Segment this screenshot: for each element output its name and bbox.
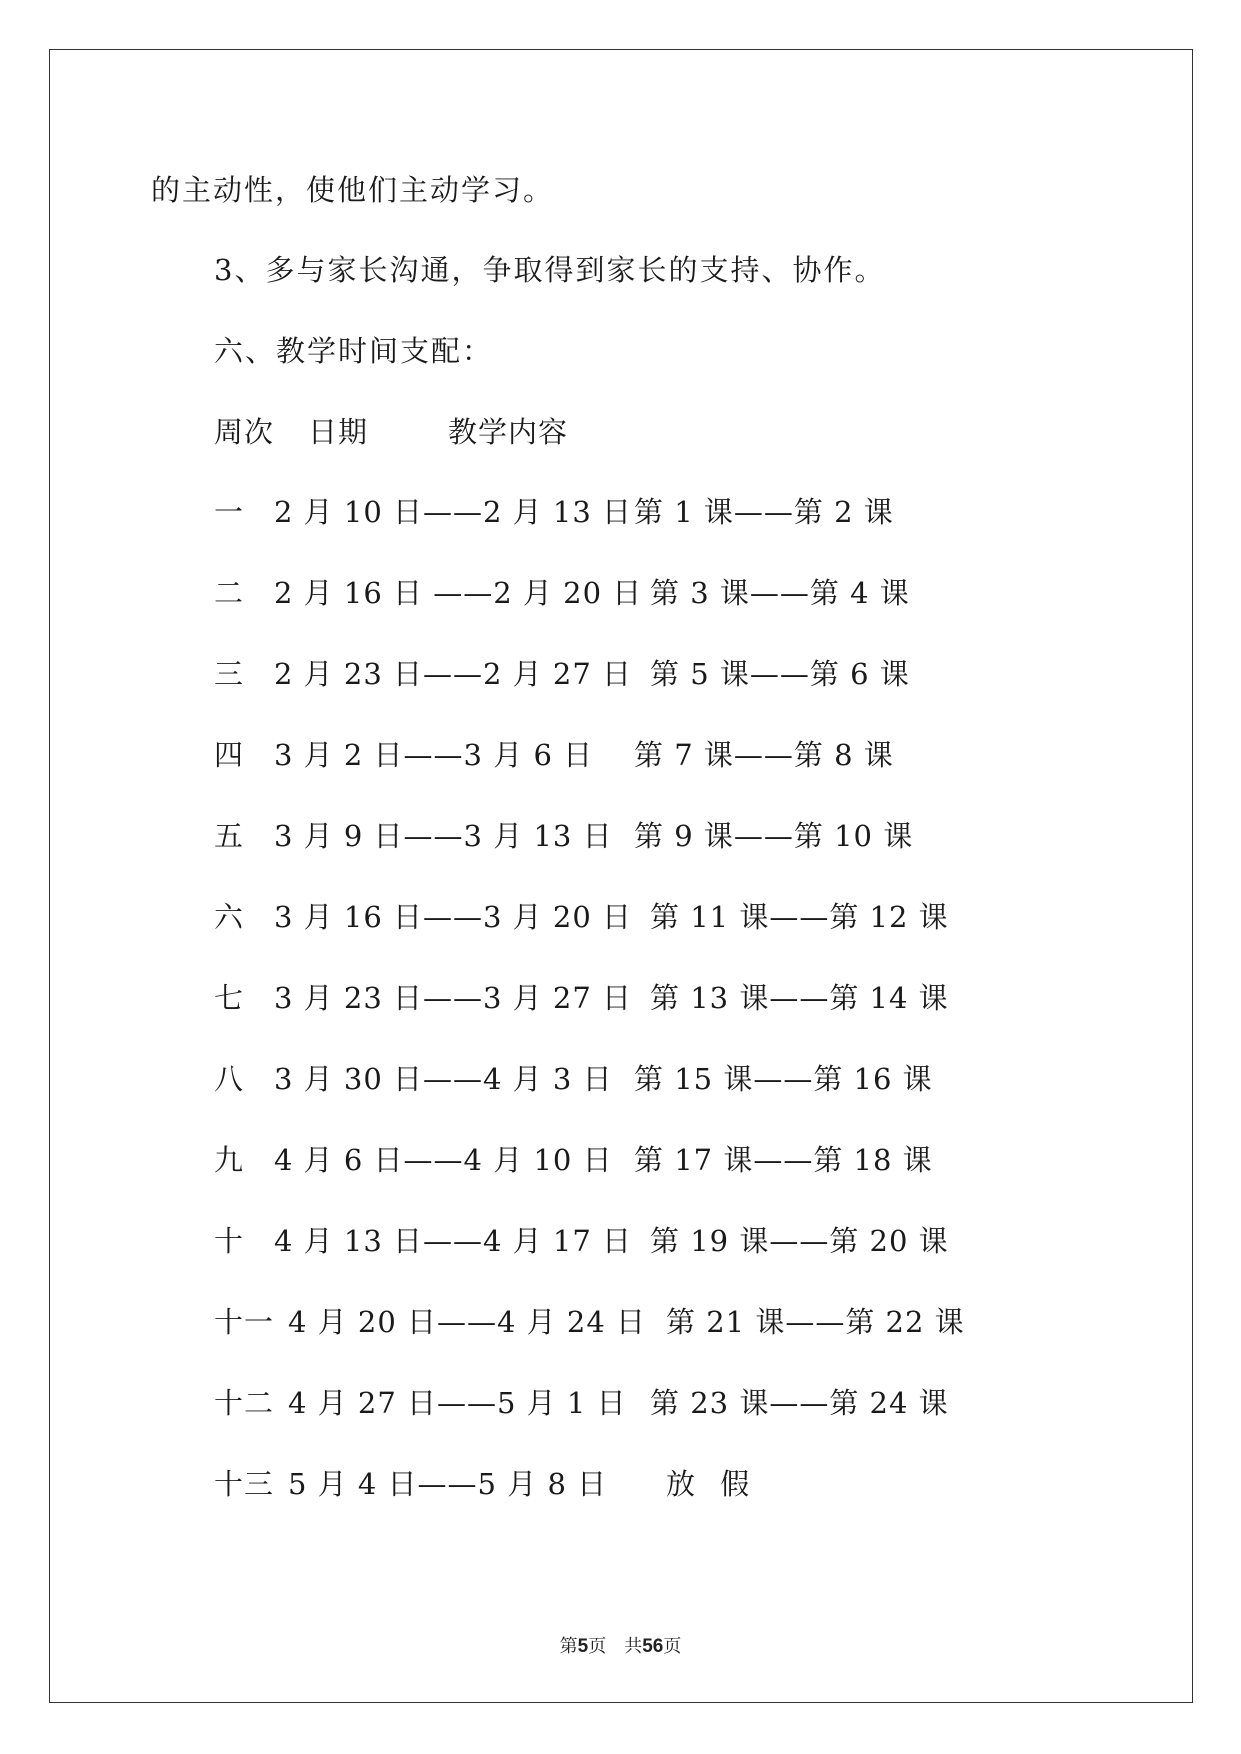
- header-week: 周次: [214, 415, 275, 449]
- row-date: 4 月 20 日——4 月 24 日: [288, 1305, 647, 1339]
- row-date: 3 月 30 日——4 月 3 日: [274, 1062, 613, 1096]
- row-week: 三: [214, 657, 245, 691]
- row-week: 二: [214, 576, 245, 610]
- row-content: 第 5 课——第 6 课: [650, 657, 910, 691]
- section-heading: 六、教学时间支配：: [214, 334, 494, 368]
- table-row: [214, 899, 1114, 935]
- table-row: [214, 1304, 1114, 1340]
- row-week: 一: [214, 495, 245, 529]
- row-content: 第 11 课——第 12 课: [650, 900, 949, 934]
- row-content: 第 19 课——第 20 课: [650, 1224, 949, 1258]
- row-week: 七: [214, 981, 245, 1015]
- footer-prefix: 第: [559, 1636, 578, 1657]
- paragraph-item-3: 3、多与家长沟通，争取得到家长的支持、协作。: [214, 253, 886, 287]
- row-date: 2 月 23 日——2 月 27 日: [274, 657, 633, 691]
- row-content: 放 假: [666, 1467, 758, 1501]
- row-date: 5 月 4 日——5 月 8 日: [288, 1467, 608, 1501]
- row-week: 九: [214, 1143, 245, 1177]
- footer-suffix: 页: [663, 1636, 682, 1657]
- row-date: 2 月 10 日——2 月 13 日: [274, 495, 633, 529]
- table-header: [214, 414, 1114, 450]
- row-week: 十二: [214, 1386, 275, 1420]
- row-date: 4 月 27 日——5 月 1 日: [288, 1386, 627, 1420]
- page-number: 5: [577, 1636, 589, 1657]
- row-date: 2 月 16 日 ——2 月 20 日: [274, 576, 643, 610]
- table-row: [214, 1385, 1114, 1421]
- row-week: 六: [214, 900, 245, 934]
- row-content: 第 23 课——第 24 课: [650, 1386, 949, 1420]
- row-content: 第 15 课——第 16 课: [634, 1062, 933, 1096]
- row-week: 八: [214, 1062, 245, 1096]
- footer-mid: 页 共: [588, 1636, 643, 1657]
- row-content: 第 3 课——第 4 课: [650, 576, 910, 610]
- table-row: [214, 980, 1114, 1016]
- row-content: 第 1 课——第 2 课: [634, 495, 894, 529]
- table-row: [214, 656, 1114, 692]
- row-content: 第 21 课——第 22 课: [666, 1305, 965, 1339]
- table-row: [214, 1223, 1114, 1259]
- table-row: [214, 818, 1114, 854]
- row-week: 四: [214, 738, 245, 772]
- row-week: 十一: [214, 1305, 275, 1339]
- row-content: 第 7 课——第 8 课: [634, 738, 894, 772]
- row-date: 3 月 9 日——3 月 13 日: [274, 819, 613, 853]
- page-total: 56: [642, 1636, 664, 1657]
- table-row: [214, 737, 1114, 773]
- paragraph-continuation: 的主动性，使他们主动学习。: [151, 173, 555, 207]
- row-content: 第 17 课——第 18 课: [634, 1143, 933, 1177]
- table-row: [214, 1466, 1114, 1502]
- row-week: 十: [214, 1224, 245, 1258]
- row-week: 五: [214, 819, 245, 853]
- row-content: 第 9 课——第 10 课: [634, 819, 914, 853]
- table-row: [214, 575, 1114, 611]
- row-week: 十三: [214, 1467, 275, 1501]
- row-date: 3 月 23 日——3 月 27 日: [274, 981, 633, 1015]
- page-footer: [0, 1632, 1241, 1658]
- header-content: 教学内容: [448, 415, 569, 449]
- table-row: [214, 494, 1114, 530]
- row-date: 3 月 2 日——3 月 6 日: [274, 738, 594, 772]
- row-content: 第 13 课——第 14 课: [650, 981, 949, 1015]
- table-row: [214, 1142, 1114, 1178]
- row-date: 4 月 6 日——4 月 10 日: [274, 1143, 613, 1177]
- row-date: 4 月 13 日——4 月 17 日: [274, 1224, 633, 1258]
- table-row: [214, 1061, 1114, 1097]
- header-date: 日期: [308, 415, 369, 449]
- row-date: 3 月 16 日——3 月 20 日: [274, 900, 633, 934]
